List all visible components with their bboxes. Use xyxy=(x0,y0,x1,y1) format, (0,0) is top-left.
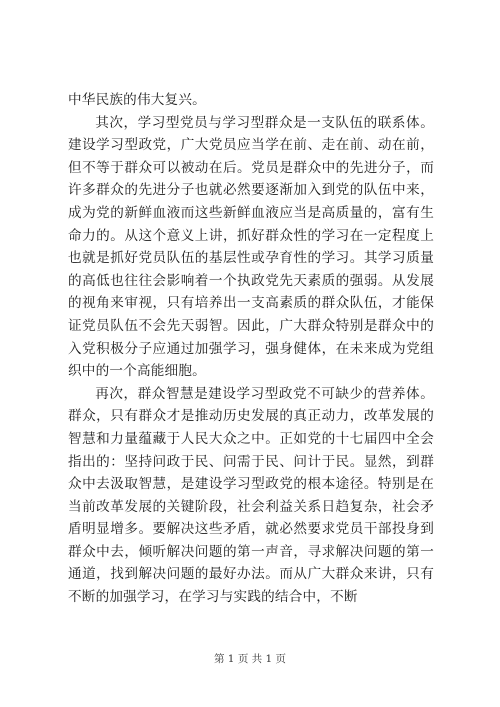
page-footer: 第 1 页 共 1 页 xyxy=(213,653,287,665)
paragraph-3: 再次，群众智慧是建设学习型政党不可缺少的营养体。群众，只有群众才是推动历史发展的真正动力，改革发展的智慧和力量蕴藏于人民大众之中。正如党的十七届四中全会指出的：坚持问政于民、问需于民、问计于民。显然，到群众中去汲取智慧，是建设学习型政党的根本途径。特别是在当前改革发展的关键阶段，社会利益关系日趋复杂，社会矛盾明显增多。要解决这些矛盾，就必然要求党员干部投身到群众中去，倾听解决问题的第一声音，寻求解决问题的第一通道，找到解决问题的最好办法。而从广大群众来讲，只有不断的加强学习，在学习与实践的结合中，不断 xyxy=(68,385,434,606)
paragraph-2: 其次，学习型党员与学习型群众是一支队伍的联系体。建设学习型政党，广大党员应当学在前、走在前、动在前，但不等于群众可以被动在后。党员是群众中的先进分子，而许多群众的先进分子也就必然要逐渐加入到党的队伍中来，成为党的新鲜血液而这些新鲜血液应当是高质量的，富有生命力的。从这个意义上讲，抓好群众性的学习在一定程度上也就是抓好党员队伍的基层性或孕育性的学习。其学习质量的高低也往往会影响着一个执政党先天素质的强弱。从发展的视角来审视，只有培养出一支高素质的群众队伍，才能保证党员队伍不会先天弱智。因此，广大群众特别是群众中的入党积极分子应通过加强学习，强身健体，在未来成为党组织中的一个高能细胞。 xyxy=(68,114,434,380)
paragraph-1: 中华民族的伟大复兴。 xyxy=(68,92,206,108)
document-body xyxy=(68,89,434,609)
